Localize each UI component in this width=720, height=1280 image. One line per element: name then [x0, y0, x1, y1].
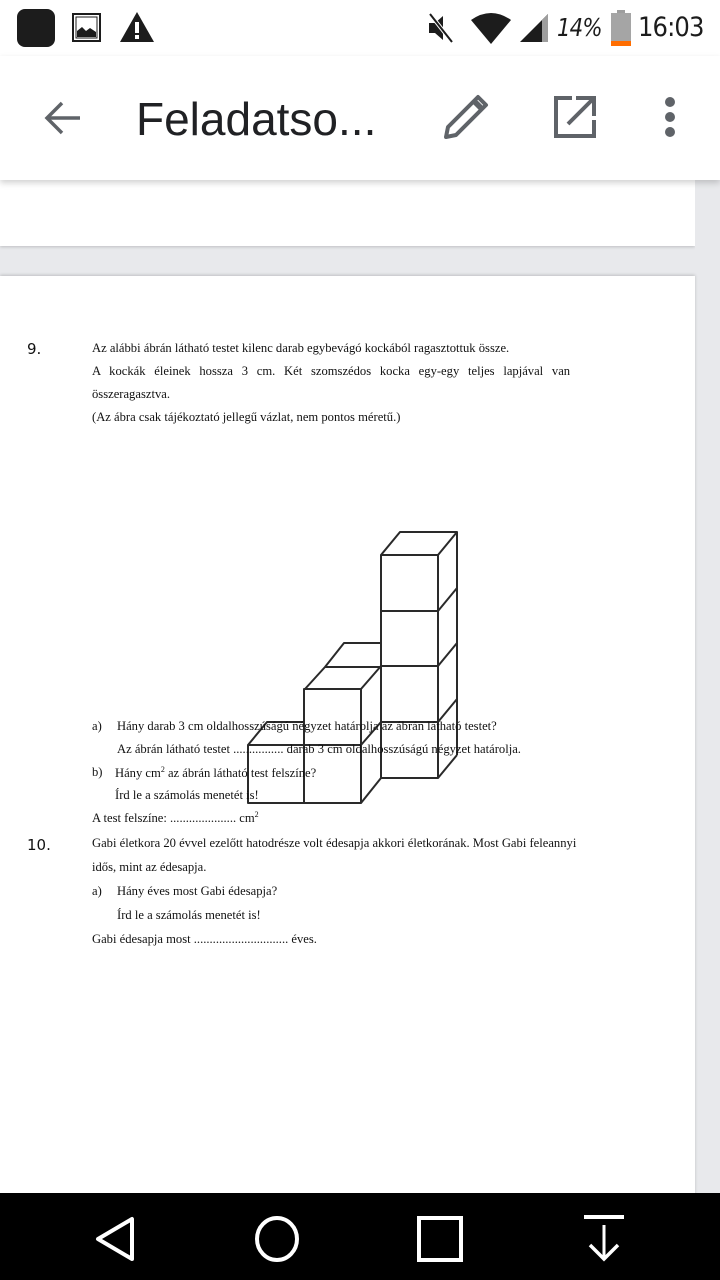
q9a-answer-post: darab 3 cm oldalhosszúságú négyzet határolja.: [286, 742, 521, 756]
pdf-viewer[interactable]: [0, 180, 720, 1193]
pdf-page: [0, 276, 695, 1193]
navigation-bar: [0, 1193, 720, 1280]
edit-pencil-icon[interactable]: [442, 93, 490, 141]
q10a-answer-line: [92, 932, 317, 947]
scrollbar[interactable]: [695, 180, 720, 1193]
signal-icon: [518, 12, 550, 44]
back-arrow-icon[interactable]: [40, 95, 86, 141]
cube: [381, 666, 438, 722]
q9-line3: összeragasztva.: [92, 387, 170, 401]
gallery-icon: [72, 13, 101, 42]
q10-line2: idős, mint az édesapja.: [92, 860, 207, 874]
q9a-answer-blank: ................: [233, 742, 284, 756]
cube-edge: [381, 532, 457, 555]
q9b-instruction: Írd le a számolás menetét is!: [115, 788, 259, 802]
nav-download-icon[interactable]: [576, 1211, 632, 1267]
q10a-answer-blank: ..............................: [193, 932, 289, 946]
q9b-label: b): [92, 765, 103, 779]
nav-back-icon[interactable]: [88, 1211, 144, 1267]
q10a-label: a): [92, 884, 102, 898]
q9a-answer-pre: Az ábrán látható testet: [117, 742, 230, 756]
cube-edge: [361, 666, 381, 689]
q10-line1: Gabi életkora 20 évvel ezelőtt hatodrésze volt édesapja akkori életkorának. Most Gabi feleannyi: [92, 836, 577, 850]
q9b-question-sup: 2: [160, 765, 165, 774]
q9b-answer-blank: .....................: [170, 811, 237, 825]
q10a-answer-post: éves.: [291, 932, 317, 946]
mute-icon: [426, 12, 458, 44]
battery-icon: [610, 10, 632, 46]
q9b-answer-pre: A test felszíne:: [92, 811, 167, 825]
battery-percent: 14%: [557, 13, 602, 42]
cube-edge: [438, 755, 457, 778]
question-number-9: 9.: [27, 340, 42, 358]
open-external-icon[interactable]: [552, 94, 598, 140]
nav-home-icon[interactable]: [249, 1211, 305, 1267]
status-bar: [0, 0, 720, 56]
q9b-answer-line: [92, 810, 259, 826]
question-number-10: 10.: [27, 836, 51, 854]
more-vert-icon[interactable]: [656, 94, 684, 140]
cube: [304, 689, 361, 745]
cube-edge: [438, 643, 457, 666]
app-icon: [17, 9, 55, 47]
q9-line2: A kockák éleinek hossza 3 cm. Két szomszédos kocka egy-egy teljes lapjával van: [92, 364, 571, 378]
q9a-label: a): [92, 719, 102, 733]
clock: 16:03: [638, 12, 704, 43]
warning-icon: [119, 11, 155, 43]
q9b-question-post: az ábrán látható test felszíne?: [164, 766, 317, 780]
q9a-question: Hány darab 3 cm oldalhosszúságú négyzet határolja az ábrán látható testet?: [117, 719, 497, 733]
q10a-instruction: Írd le a számolás menetét is!: [117, 908, 261, 922]
cube-edge: [438, 588, 457, 611]
document-title: Feladatso...: [136, 93, 377, 145]
cube: [381, 611, 438, 666]
q9b-question-pre: Hány cm: [115, 766, 161, 780]
nav-recents-icon[interactable]: [412, 1211, 468, 1267]
wifi-icon: [470, 12, 512, 44]
q10a-answer-pre: Gabi édesapja most: [92, 932, 191, 946]
pdf-page-previous: [0, 180, 695, 246]
q9-line4: (Az ábra csak tájékoztató jellegű vázlat, nem pontos méretű.): [92, 410, 401, 424]
q10a-question: Hány éves most Gabi édesapja?: [117, 884, 278, 898]
q9-line1: Az alábbi ábrán látható testet kilenc darab egybevágó kockából ragasztottuk össze.: [92, 341, 510, 355]
cube-edge: [361, 778, 381, 803]
cube: [381, 555, 438, 611]
q9b-answer-sup: 2: [254, 810, 259, 819]
q9b-answer-unit: cm: [239, 811, 255, 825]
app-toolbar: [0, 56, 720, 180]
q9b-question: [115, 765, 316, 781]
q9a-answer-line: [117, 742, 521, 757]
